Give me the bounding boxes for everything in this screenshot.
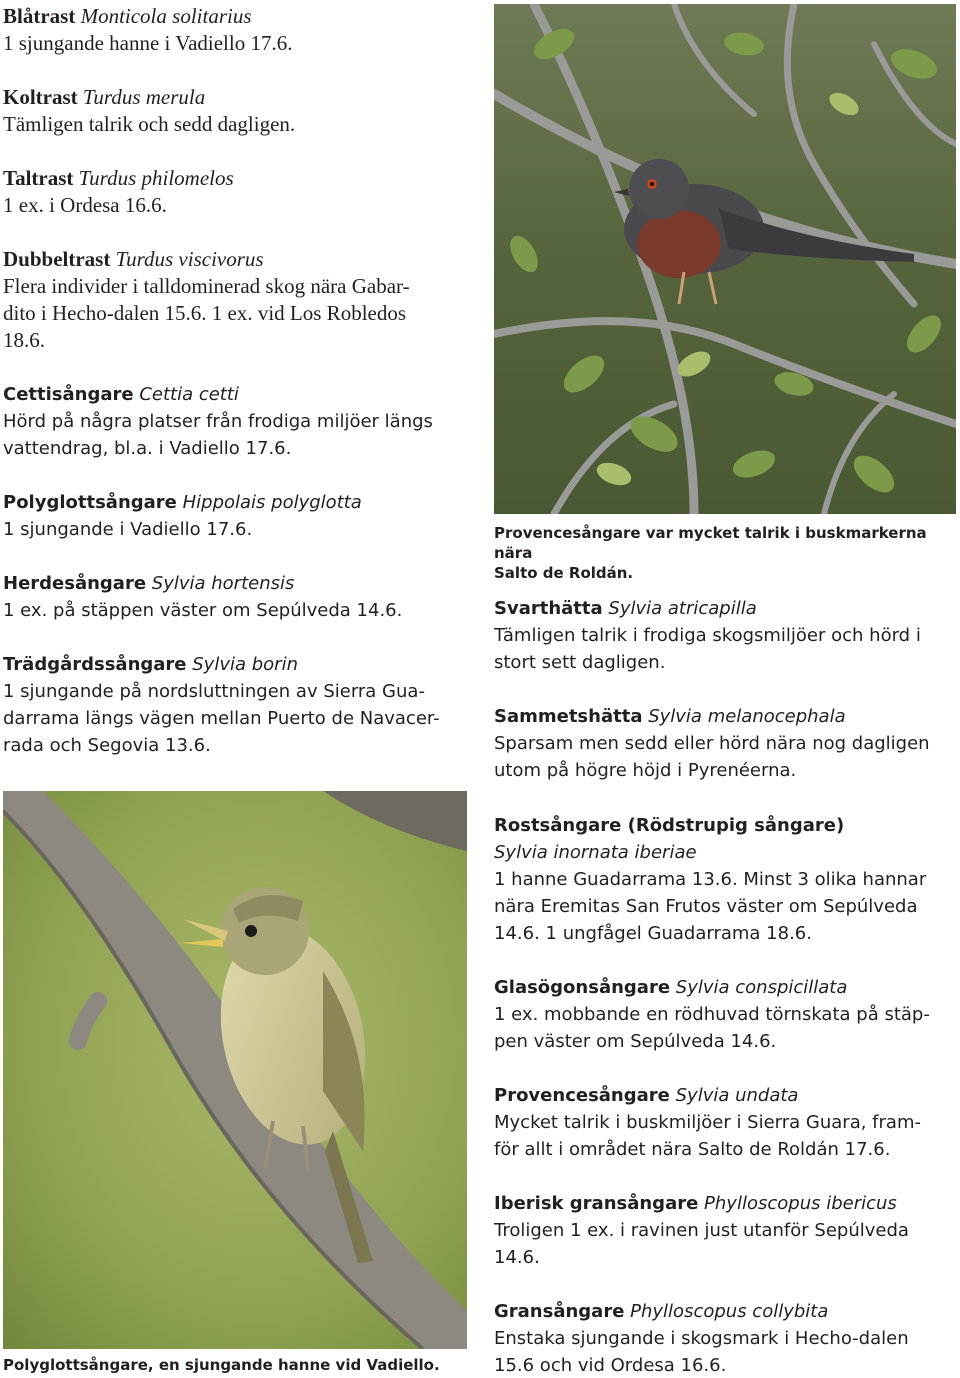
entry-text: Mycket talrik i buskmiljöer i Sierra Guara, fram- xyxy=(494,1112,921,1133)
caption-bottom-photo xyxy=(3,1355,473,1375)
entry-koltrast xyxy=(3,84,473,138)
entry-text: Tämligen talrik i frodiga skogsmiljöer och hörd i xyxy=(494,625,921,646)
caption-line: Polyglottsångare, en sjungande hanne vid Vadiello. xyxy=(3,1356,440,1374)
species-name: Herdesångare xyxy=(3,573,147,594)
species-name: Koltrast xyxy=(3,85,78,109)
species-name: Dubbeltrast xyxy=(3,247,111,271)
entry-text: 15.6 och vid Ordesa 16.6. xyxy=(494,1355,727,1376)
species-name: Glasögonsångare xyxy=(494,977,671,998)
entry-text: Flera individer i talldominerad skog nära Gabar- xyxy=(3,274,410,298)
entry-herdesangare xyxy=(3,570,478,624)
species-name: Gransångare xyxy=(494,1301,625,1322)
species-latin: Turdus viscivorus xyxy=(115,247,264,271)
species-latin: Phylloscopus ibericus xyxy=(704,1193,897,1214)
bird-photo-top xyxy=(494,4,956,514)
entry-text: vattendrag, bl.a. i Vadiello 17.6. xyxy=(3,438,292,459)
species-name: Iberisk gransångare xyxy=(494,1193,699,1214)
entry-text: 1 ex. mobbande en rödhuvad törnskata på stäp- xyxy=(494,1004,930,1025)
entry-iberisk-gransangare xyxy=(494,1190,956,1271)
entry-tradgardssangare xyxy=(3,651,478,759)
species-latin: Cettia cetti xyxy=(139,384,239,405)
entry-polyglottsangare xyxy=(3,489,478,543)
species-name: Blåtrast xyxy=(3,4,76,28)
species-name: Trädgårdssångare xyxy=(3,654,187,675)
entry-text: 1 hanne Guadarrama 13.6. Minst 3 olika hannar xyxy=(494,869,927,890)
species-latin: Sylvia melanocephala xyxy=(648,706,846,727)
entry-blatrast xyxy=(3,3,473,57)
entry-text: Tämligen talrik och sedd dagligen. xyxy=(3,112,296,136)
entry-text: Troligen 1 ex. i ravinen just utanför Sepúlveda xyxy=(494,1220,909,1241)
entry-taltrast xyxy=(3,165,473,219)
entry-text: 18.6. xyxy=(3,328,45,352)
caption-line: Provencesångare var mycket talrik i buskmarkerna nära xyxy=(494,524,927,562)
entry-text: Sparsam men sedd eller hörd nära nog dagligen xyxy=(494,733,930,754)
entry-text: 14.6. 1 ungfågel Guadarrama 18.6. xyxy=(494,923,812,944)
photo-polyglottsangare xyxy=(3,791,467,1349)
entry-text: 1 sjungande hanne i Vadiello 17.6. xyxy=(3,31,293,55)
entry-text: 1 sjungande i Vadiello 17.6. xyxy=(3,519,253,540)
entry-glasogonsangare xyxy=(494,974,956,1055)
entry-text: 1 sjungande på nordsluttningen av Sierra Gua- xyxy=(3,681,425,702)
entry-text: Enstaka sjungande i skogsmark i Hecho-dalen xyxy=(494,1328,909,1349)
entry-svarthatta xyxy=(494,595,956,676)
entry-gransangare xyxy=(494,1298,956,1378)
species-latin: Turdus merula xyxy=(82,85,206,109)
entry-text: dito i Hecho-dalen 15.6. 1 ex. vid Los Robledos xyxy=(3,301,407,325)
species-latin: Hippolais polyglotta xyxy=(182,492,362,513)
caption-line: Salto de Roldán. xyxy=(494,564,634,582)
entry-dubbeltrast xyxy=(3,246,478,354)
entry-rostsangare xyxy=(494,812,956,947)
species-latin: Sylvia conspicillata xyxy=(675,977,848,998)
entry-text: stort sett dagligen. xyxy=(494,652,666,673)
bird-photo-bottom xyxy=(3,791,467,1349)
entry-sammetshatta xyxy=(494,703,956,784)
photo-provencesangare xyxy=(494,4,956,514)
entry-text: pen väster om Sepúlveda 14.6. xyxy=(494,1031,777,1052)
species-name: Rostsångare (Rödstrupig sångare) xyxy=(494,815,845,836)
species-latin: Monticola solitarius xyxy=(80,4,252,28)
species-name: Cettisångare xyxy=(3,384,134,405)
entry-text: utom på högre höjd i Pyrenéerna. xyxy=(494,760,797,781)
species-latin: Sylvia borin xyxy=(192,654,298,675)
entry-text: 1 ex. i Ordesa 16.6. xyxy=(3,193,167,217)
species-name: Polyglottsångare xyxy=(3,492,177,513)
entry-text: darrama längs vägen mellan Puerto de Navacer- xyxy=(3,708,440,729)
species-latin: Sylvia atricapilla xyxy=(608,598,757,619)
entry-text: nära Eremitas San Frutos väster om Sepúlveda xyxy=(494,896,918,917)
caption-top-photo xyxy=(494,523,956,583)
species-latin: Turdus philomelos xyxy=(78,166,234,190)
species-latin: Sylvia inornata iberiae xyxy=(494,842,697,863)
species-latin: Sylvia undata xyxy=(675,1085,799,1106)
entry-text: rada och Segovia 13.6. xyxy=(3,735,211,756)
entry-text: för allt i området nära Salto de Roldán 17.6. xyxy=(494,1139,891,1160)
species-name: Svarthätta xyxy=(494,598,603,619)
entry-text: 1 ex. på stäppen väster om Sepúlveda 14.6. xyxy=(3,600,403,621)
entry-text: 14.6. xyxy=(494,1247,540,1268)
species-name: Provencesångare xyxy=(494,1085,670,1106)
species-latin: Phylloscopus collybita xyxy=(630,1301,829,1322)
species-name: Sammetshätta xyxy=(494,706,643,727)
entry-text: Hörd på några platser från frodiga miljöer längs xyxy=(3,411,433,432)
species-name: Taltrast xyxy=(3,166,74,190)
entry-cettisangare xyxy=(3,381,478,462)
entry-provencesangare xyxy=(494,1082,956,1163)
species-latin: Sylvia hortensis xyxy=(151,573,295,594)
